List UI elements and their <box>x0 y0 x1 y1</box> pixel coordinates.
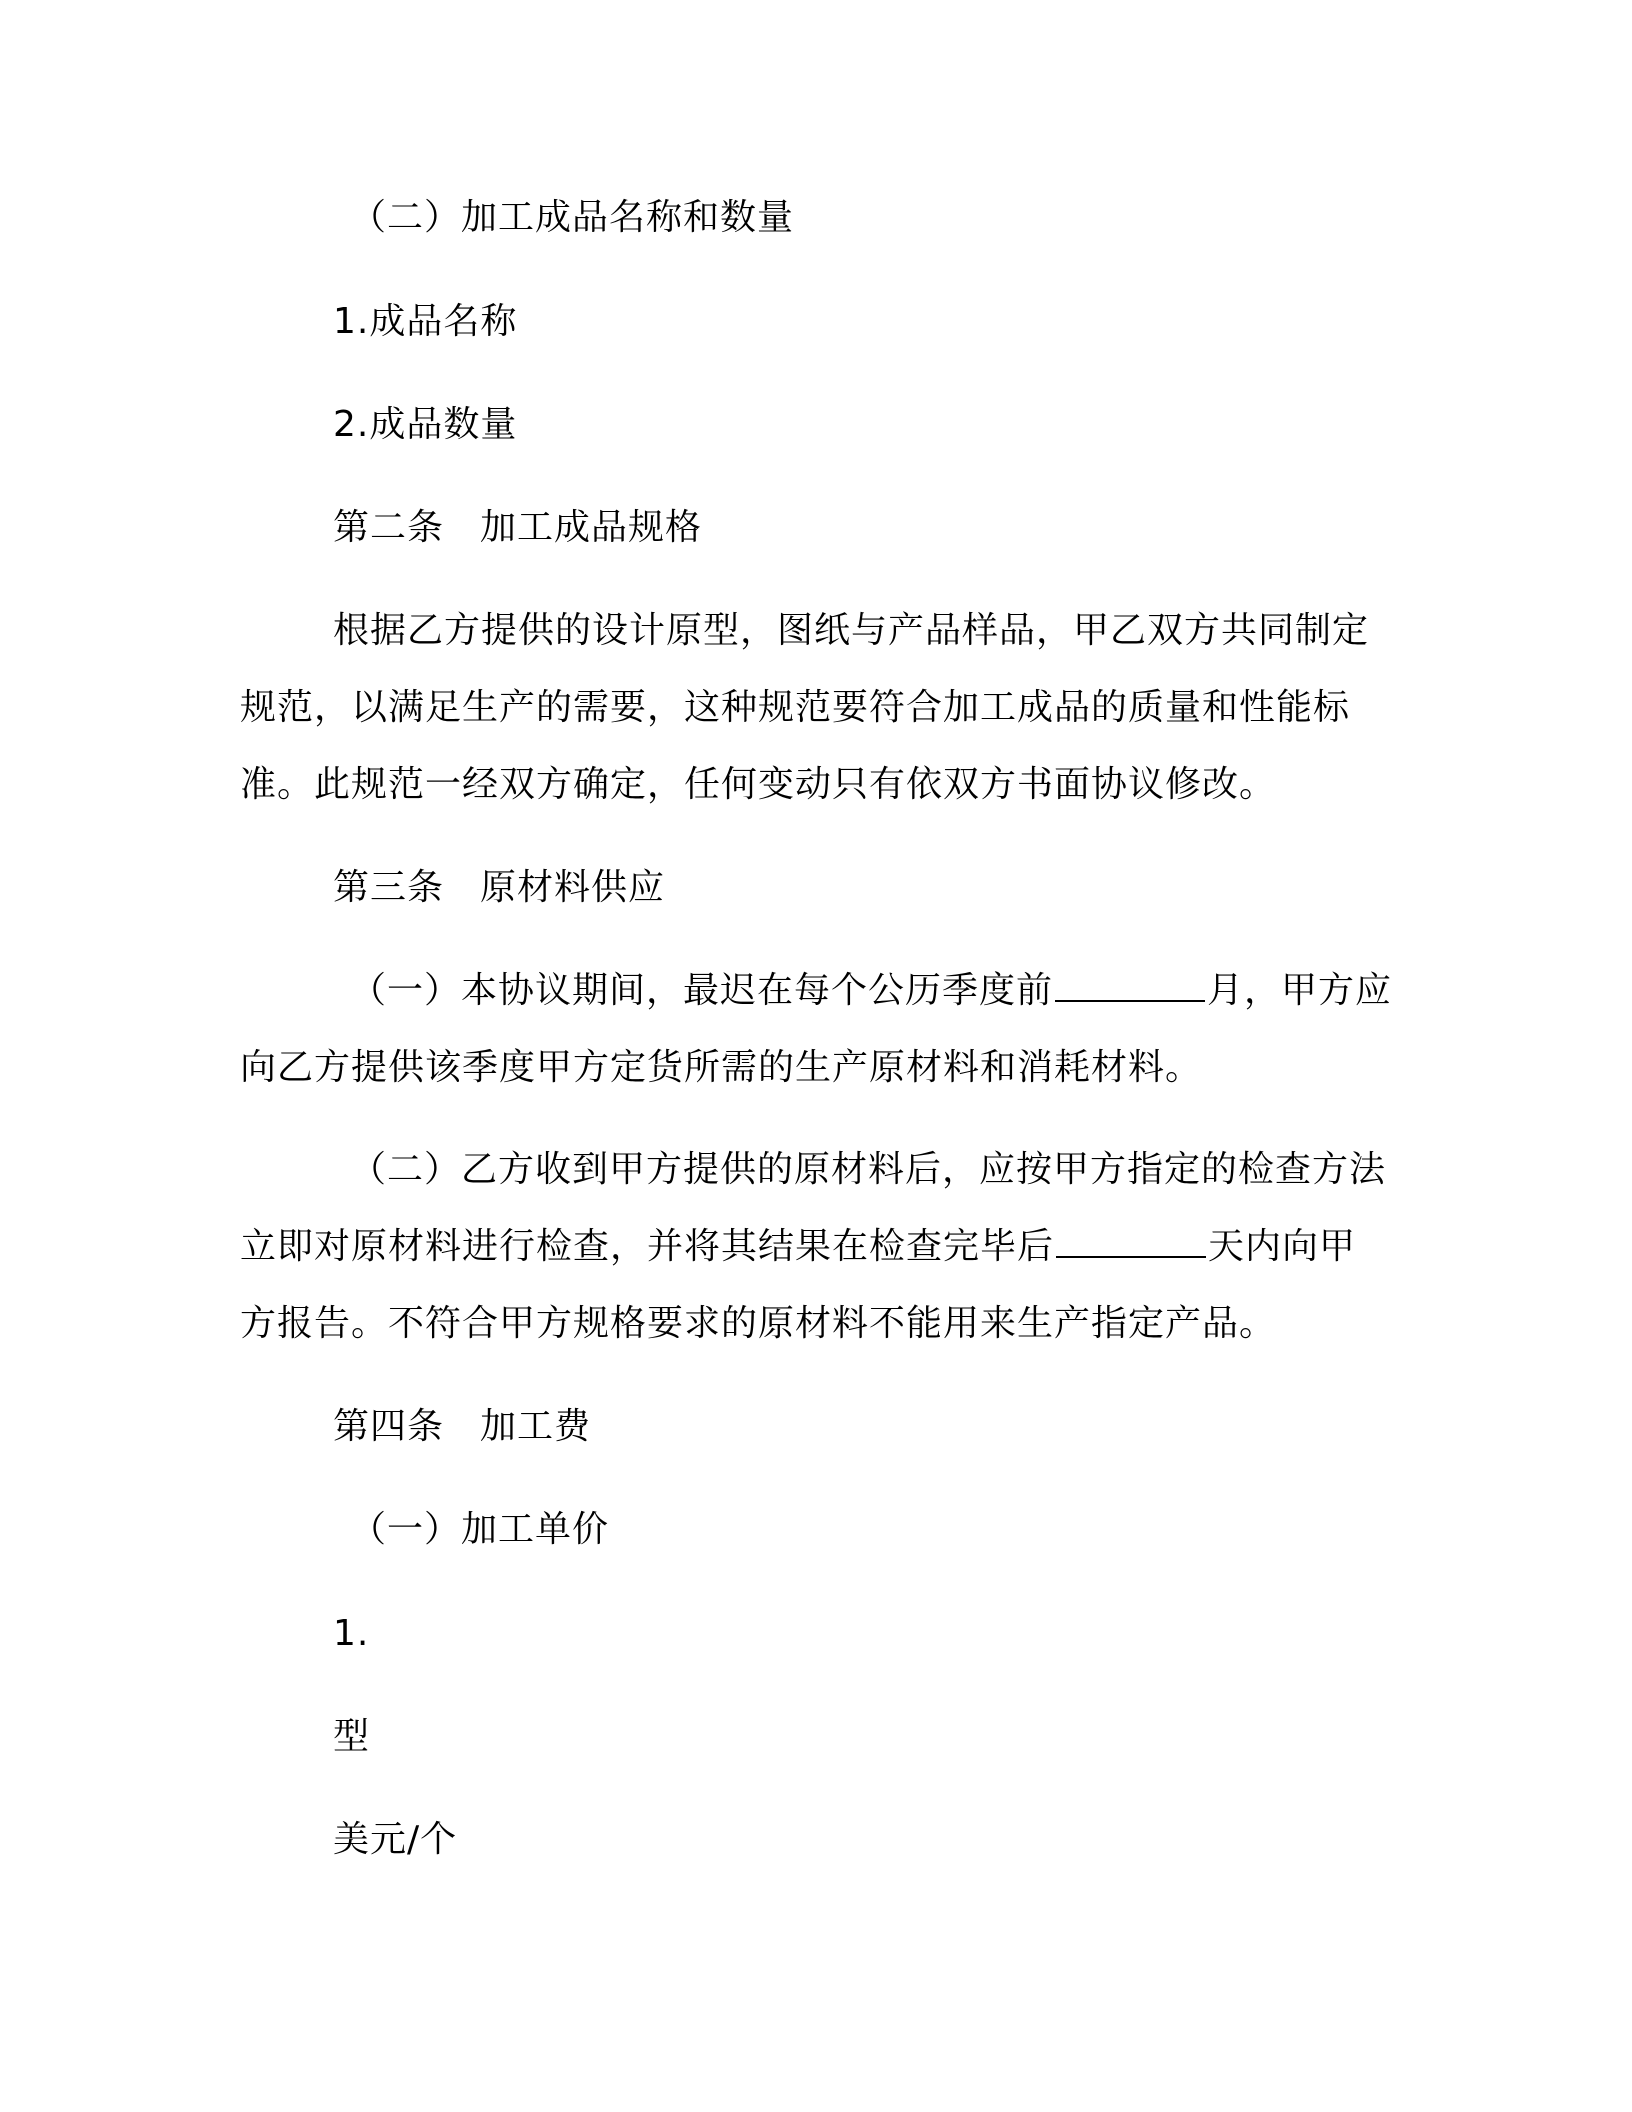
article-number: 第四条 <box>333 1406 445 1447</box>
paragraph-text: （一）本协议期间，最迟在每个公历季度前 <box>350 970 1054 1011</box>
paragraph-text: 月，甲方应 <box>1207 970 1393 1011</box>
section-heading: （一）加工单价 <box>350 1509 610 1550</box>
model-label: 型 <box>333 1716 371 1757</box>
unit-price-label: 美元/个 <box>333 1819 458 1860</box>
paragraph-line <box>350 967 1392 1015</box>
article-title: 原材料供应 <box>480 867 666 908</box>
article-title: 加工费 <box>480 1406 592 1447</box>
paragraph-line: 准。此规范一经双方确定，任何变动只有依双方书面协议修改。 <box>240 764 1277 805</box>
fill-in-blank <box>1055 968 1205 1002</box>
paragraph-line: 方报告。不符合甲方规格要求的原材料不能用来生产指定产品。 <box>240 1303 1277 1344</box>
list-item: 1.成品名称 <box>333 301 518 342</box>
article-number: 第三条 <box>333 867 445 908</box>
paragraph-line <box>240 1223 1356 1271</box>
section-heading: （二）加工成品名称和数量 <box>350 197 795 238</box>
paragraph-line: （二）乙方收到甲方提供的原材料后，应按甲方指定的检查方法 <box>350 1149 1387 1190</box>
paragraph-line: 规范，以满足生产的需要，这种规范要符合加工成品的质量和性能标 <box>240 687 1351 728</box>
paragraph-text: 立即对原材料进行检查，并将其结果在检查完毕后 <box>240 1226 1055 1267</box>
list-item: 2.成品数量 <box>333 404 518 445</box>
paragraph-text: 天内向甲 <box>1208 1226 1357 1267</box>
article-heading <box>333 504 702 552</box>
paragraph-line: 向乙方提供该季度甲方定货所需的生产原材料和消耗材料。 <box>240 1047 1203 1088</box>
article-heading <box>333 864 665 912</box>
article-number: 第二条 <box>333 507 445 548</box>
list-item: 1. <box>333 1613 370 1654</box>
article-title: 加工成品规格 <box>480 507 703 548</box>
fill-in-blank <box>1056 1224 1206 1258</box>
article-heading <box>333 1403 591 1451</box>
paragraph-line: 根据乙方提供的设计原型，图纸与产品样品，甲乙双方共同制定 <box>333 610 1370 651</box>
